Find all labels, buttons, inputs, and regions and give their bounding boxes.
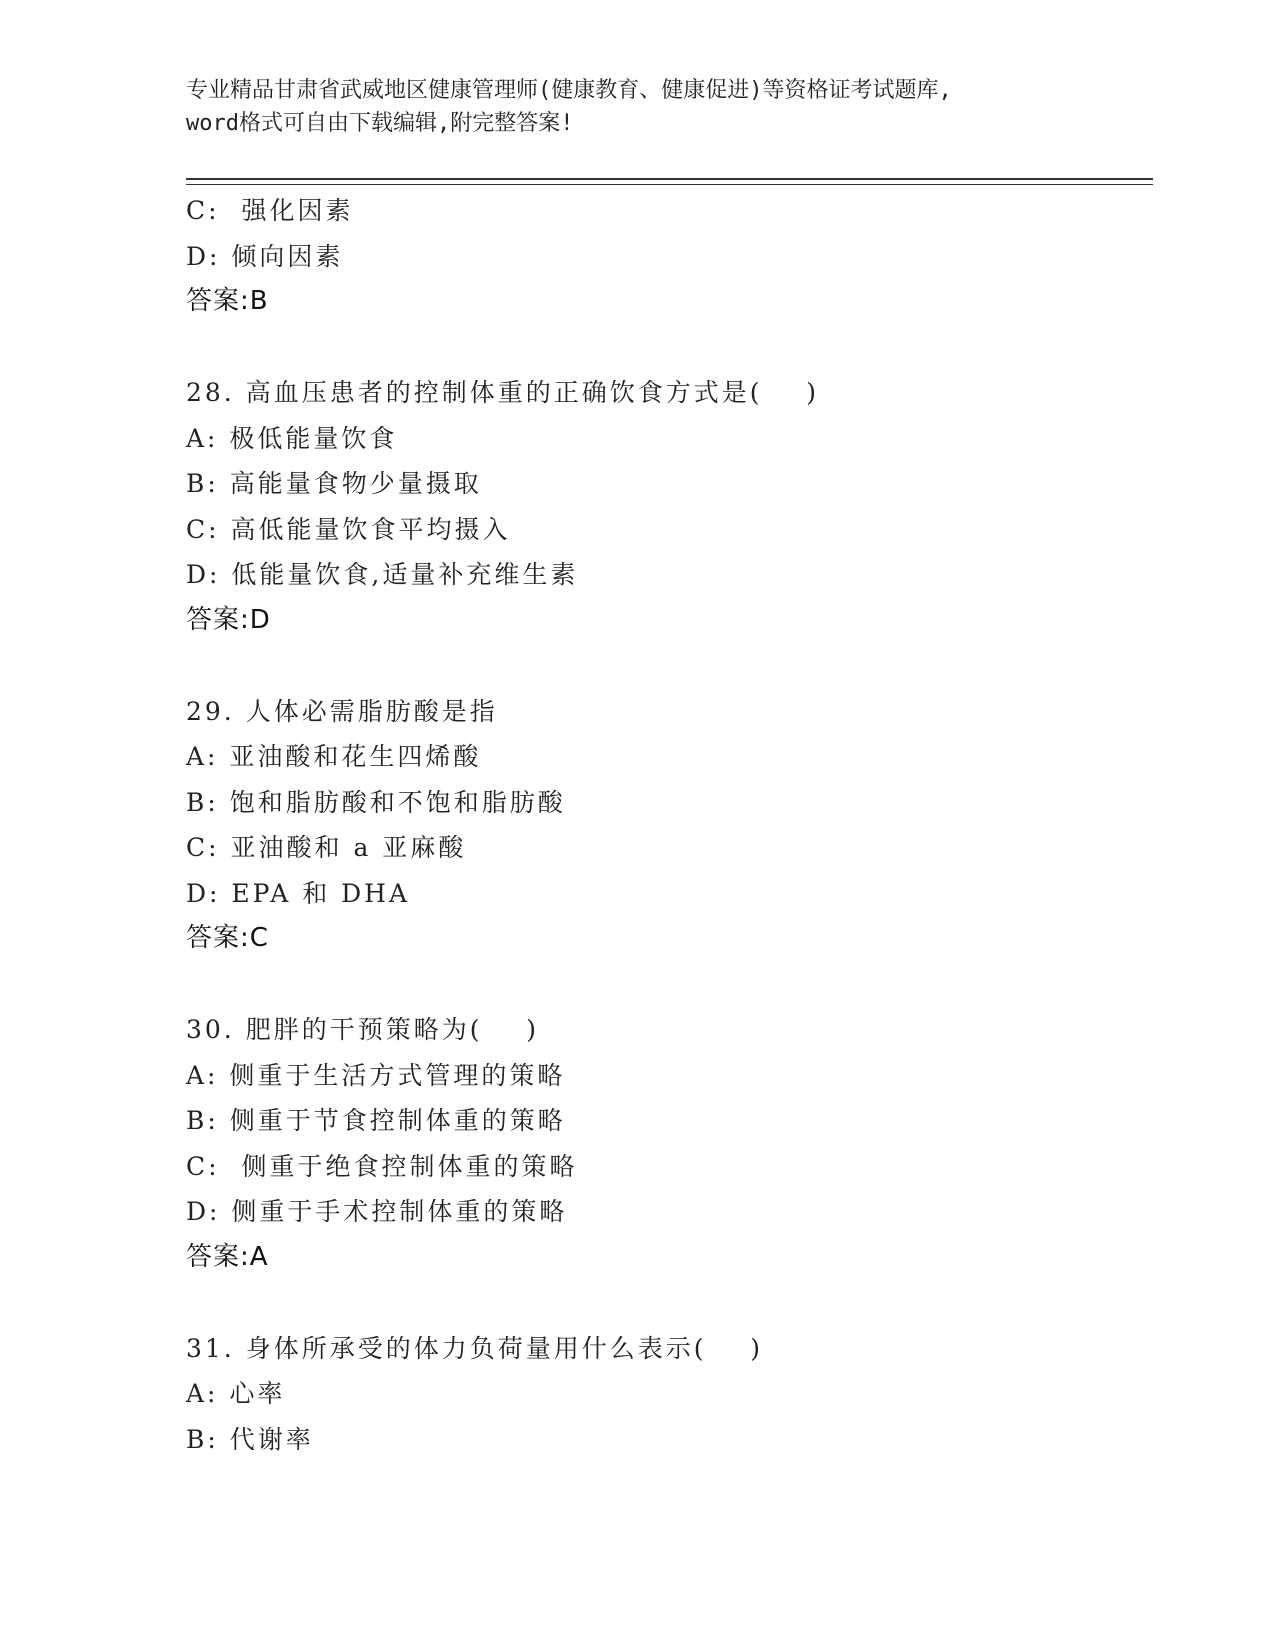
option-b: B: 代谢率 bbox=[186, 1424, 314, 1454]
option-d: D: 侧重于手术控制体重的策略 bbox=[186, 1197, 568, 1226]
question-31 bbox=[186, 1326, 1146, 1463]
spacer bbox=[186, 962, 1146, 1008]
option-d: D: 低能量饮食,适量补充维生素 bbox=[186, 560, 579, 589]
option-c: C: 强化因素 bbox=[186, 196, 354, 225]
document-header bbox=[186, 74, 1086, 140]
question-29 bbox=[186, 689, 1146, 962]
option-a: A: 心率 bbox=[186, 1379, 286, 1408]
option-b: B: 高能量食物少量摄取 bbox=[186, 469, 482, 498]
option-a: A: 亚油酸和花生四烯酸 bbox=[186, 742, 482, 771]
answer-line: 答案:C bbox=[186, 923, 269, 953]
question-stem: 31. 身体所承受的体力负荷量用什么表示( ) bbox=[186, 1333, 764, 1363]
option-a: A: 侧重于生活方式管理的策略 bbox=[186, 1060, 566, 1090]
option-a: A: 极低能量饮食 bbox=[186, 423, 398, 453]
spacer bbox=[186, 1280, 1146, 1326]
option-c: C: 亚油酸和 a 亚麻酸 bbox=[186, 833, 467, 862]
header-line-1: 专业精品甘肃省武威地区健康管理师(健康教育、健康促进)等资格证考试题库, bbox=[186, 78, 952, 103]
option-b: B: 侧重于节食控制体重的策略 bbox=[186, 1106, 566, 1135]
header-rule-thick bbox=[186, 178, 1153, 180]
answer-line: 答案:B bbox=[186, 286, 269, 316]
option-c: C: 侧重于绝食控制体重的策略 bbox=[186, 1151, 578, 1181]
question-list bbox=[186, 188, 1146, 1462]
option-d: D: EPA 和 DHA bbox=[186, 878, 411, 908]
option-c: C: 高低能量饮食平均摄入 bbox=[186, 514, 511, 544]
question-continued bbox=[186, 188, 1146, 325]
spacer bbox=[186, 643, 1146, 689]
question-stem: 30. 肥胖的干预策略为( ) bbox=[186, 1015, 539, 1044]
header-line-2: word格式可自由下载编辑,附完整答案! bbox=[186, 111, 574, 136]
question-stem: 28. 高血压患者的控制体重的正确饮食方式是( ) bbox=[186, 378, 820, 407]
answer-line: 答案:A bbox=[186, 1241, 269, 1272]
question-30 bbox=[186, 1007, 1146, 1280]
option-b: B: 饱和脂肪酸和不饱和脂肪酸 bbox=[186, 787, 566, 817]
question-stem: 29. 人体必需脂肪酸是指 bbox=[186, 696, 498, 726]
header-rule-thin bbox=[186, 184, 1153, 185]
answer-line: 答案:D bbox=[186, 604, 271, 635]
option-d: D: 倾向因素 bbox=[186, 241, 344, 271]
spacer bbox=[186, 325, 1146, 371]
question-28 bbox=[186, 370, 1146, 643]
